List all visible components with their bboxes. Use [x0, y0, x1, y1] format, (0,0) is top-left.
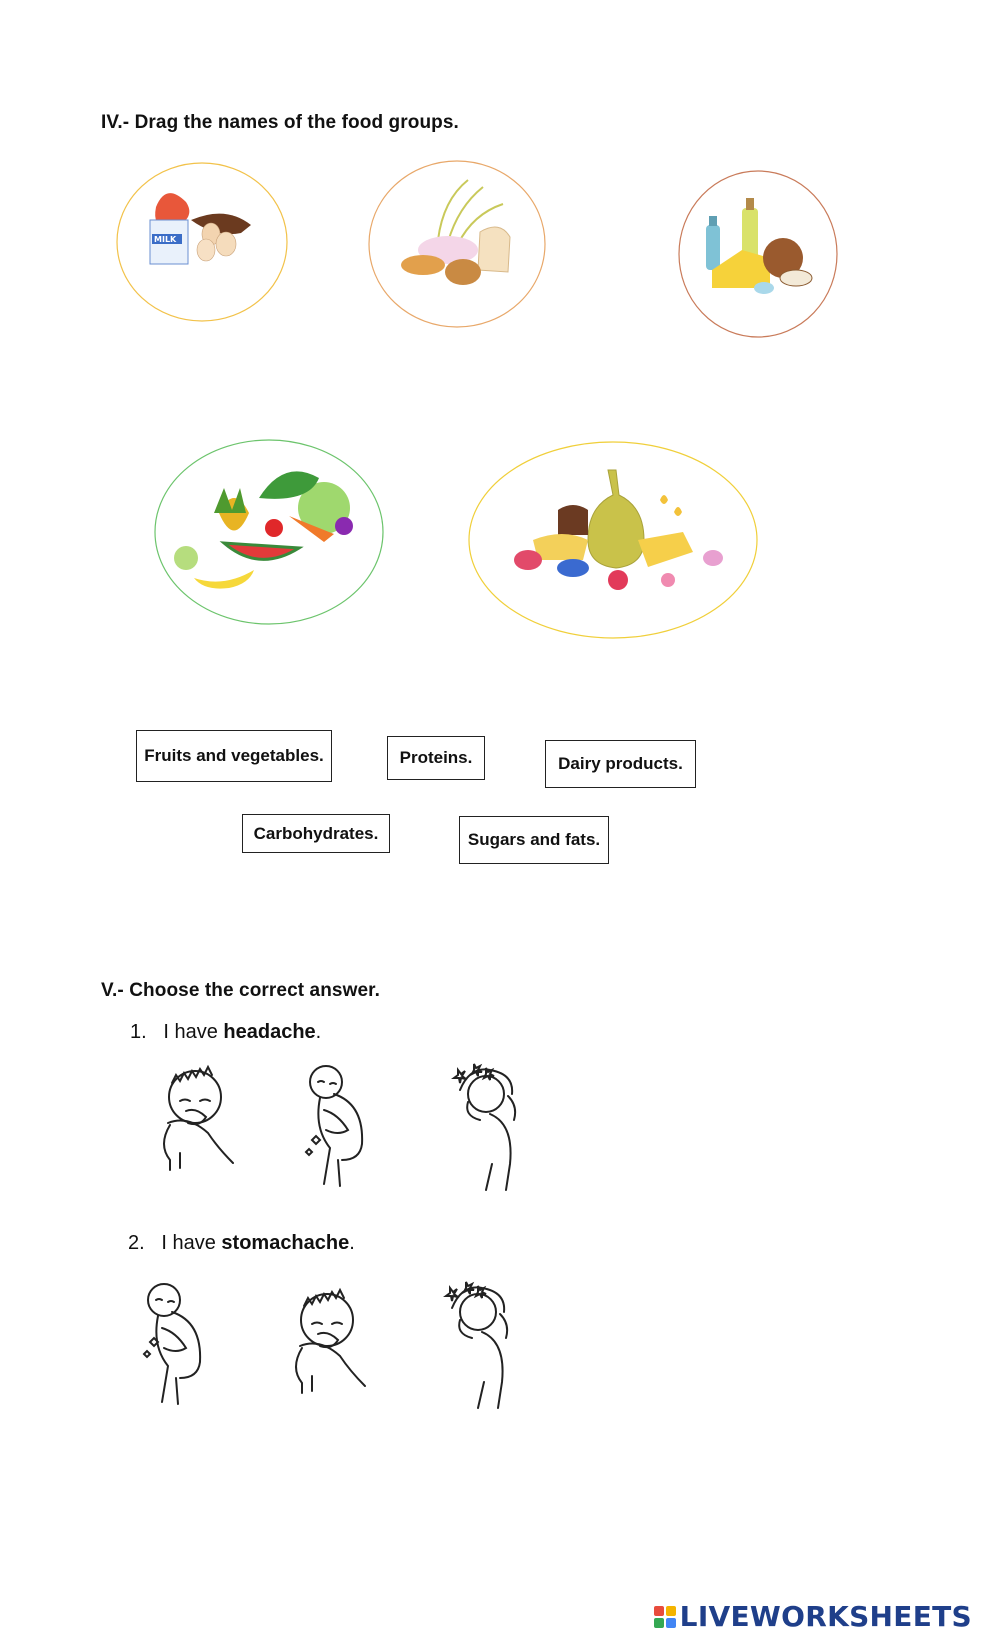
hand-to-face-icon: [282, 1288, 372, 1396]
question-number: 2.: [128, 1232, 145, 1254]
q1-option-hand-to-face[interactable]: [150, 1065, 240, 1173]
question-suffix: .: [349, 1232, 355, 1254]
hand-to-face-icon: [150, 1065, 240, 1173]
food-circle-dairy[interactable]: [678, 170, 838, 338]
stomachache-icon: [136, 1280, 208, 1408]
word-card-sugars-fats[interactable]: Sugars and fats.: [459, 816, 609, 864]
word-card-carbohydrates[interactable]: Carbohydrates.: [242, 814, 390, 853]
question-prefix: I have: [163, 1021, 224, 1043]
q2-option-hand-to-face[interactable]: [282, 1288, 372, 1396]
butter-icon: [638, 532, 693, 567]
baguette-icon: [401, 255, 445, 275]
food-circle-proteins[interactable]: [116, 162, 288, 322]
fish-icon: [191, 214, 251, 235]
word-card-fruits-vegetables[interactable]: Fruits and vegetables.: [136, 730, 332, 782]
question-2: [128, 1232, 355, 1255]
word-card-dairy-products[interactable]: Dairy products.: [545, 740, 696, 788]
question-suffix: .: [315, 1021, 322, 1043]
food-circle-sugars-fats[interactable]: [468, 440, 758, 640]
banana-icon: [194, 570, 254, 589]
question-keyword: stomachache: [221, 1232, 350, 1254]
logo-text: LIVEWORKSHEETS: [679, 1600, 972, 1633]
section-5-title: V.- Choose the correct answer.: [101, 980, 380, 1001]
muffin-icon: [558, 505, 588, 535]
q1-option-stomachache[interactable]: [298, 1062, 370, 1190]
logo-mark-icon: [654, 1606, 676, 1628]
oil-jug-icon: [588, 470, 644, 568]
food-circle-carbohydrates[interactable]: [368, 160, 546, 328]
section-4-title: IV.- Drag the names of the food groups.: [101, 112, 459, 133]
question-1: [130, 1021, 321, 1044]
question-number: 1.: [130, 1021, 147, 1043]
liveworksheets-logo: [654, 1600, 972, 1633]
bread-roll-icon: [445, 259, 481, 285]
q2-option-stomachache[interactable]: [136, 1280, 208, 1408]
headache-icon: [450, 1060, 532, 1192]
headache-icon: [442, 1278, 524, 1410]
watermelon-icon: [224, 543, 299, 559]
question-prefix: I have: [161, 1232, 222, 1254]
word-card-proteins[interactable]: Proteins.: [387, 736, 485, 780]
question-keyword: headache: [223, 1021, 316, 1043]
bread-slice-icon: [478, 227, 510, 272]
candy-icon: [514, 550, 542, 570]
svg-text:MILK: MILK: [154, 235, 177, 244]
stomachache-icon: [298, 1062, 370, 1190]
food-circle-fruits-vegetables[interactable]: [154, 438, 384, 626]
q2-option-headache[interactable]: [442, 1278, 524, 1410]
bottle-icon: [706, 225, 720, 270]
q1-option-headache[interactable]: [450, 1060, 532, 1192]
